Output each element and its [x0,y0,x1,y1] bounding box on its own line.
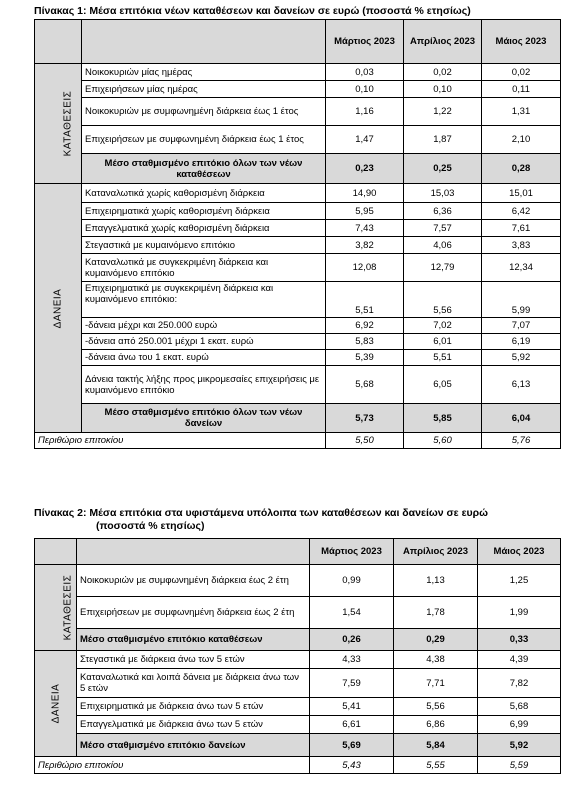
cell-value: 15,03 [404,184,482,203]
table-row [35,126,561,154]
cell-value: 5,92 [482,350,561,366]
table-row [35,716,561,734]
cell-value: 5,56 [404,282,482,318]
row-label: Νοικοκυριών με συμφωνημένη διάρκεια έως 2 έτη [77,565,310,597]
cell-value: 0,02 [404,64,482,81]
row-label: Επαγγελματικά χωρίς καθορισμένη διάρκεια [82,220,326,237]
cell-value: 7,61 [482,220,561,237]
table-row [35,366,561,404]
cell-value: 5,95 [326,203,404,220]
cell-value: 1,13 [394,565,478,597]
table-row [35,334,561,350]
row-label: Επιχειρηματικά χωρίς καθορισμένη διάρκεια [82,203,326,220]
row-label: Καταναλωτικά με συγκεκριμένη διάρκεια και κυμαινόμενο επιτόκιο [82,254,326,282]
deposits-average-row [35,154,561,184]
cell-value: 5,85 [404,404,482,433]
deposits-group-label: ΚΑΤΑΘΕΣΕΙΣ [35,64,82,184]
cell-value: 7,71 [394,669,478,698]
cell-value: 0,33 [478,629,561,651]
cell-value: 5,41 [310,698,394,716]
row-label: Επαγγελματικά με διάρκεια άνω των 5 ετών [77,716,310,734]
cell-value: 0,28 [482,154,561,184]
month-header: Μάιος 2023 [478,539,561,565]
table-row [35,203,561,220]
cell-value: 0,26 [310,629,394,651]
table-row [35,282,561,318]
margin-row [35,433,561,449]
cell-value: 5,99 [482,282,561,318]
loans-group-label: ΔΑΝΕΙΑ [35,651,77,757]
cell-value: 0,29 [394,629,478,651]
cell-value: 6,86 [394,716,478,734]
cell-value: 3,82 [326,237,404,254]
header-blank [35,20,82,64]
row-label: Περιθώριο επιτοκίου [35,433,326,449]
table-row [35,350,561,366]
cell-value: 3,83 [482,237,561,254]
cell-value: 0,10 [326,81,404,98]
cell-value: 5,69 [310,734,394,757]
cell-value: 5,92 [478,734,561,757]
cell-value: 0,25 [404,154,482,184]
cell-value: 12,34 [482,254,561,282]
cell-value: 5,60 [404,433,482,449]
table2-outstanding-rates [34,538,561,774]
cell-value: 4,33 [310,651,394,669]
table-row [35,318,561,334]
cell-value: 1,16 [326,98,404,126]
deposits-average-row [35,629,561,651]
month-header: Απρίλιος 2023 [394,539,478,565]
cell-value: 7,59 [310,669,394,698]
table1-caption: Πίνακας 1: Μέσα επιτόκια νέων καταθέσεων και δανείων σε ευρώ (ποσοστά % ετησίως) [34,5,471,17]
table2-caption [34,507,554,533]
table-row [35,669,561,698]
cell-value: 6,92 [326,318,404,334]
cell-value: 6,99 [478,716,561,734]
row-label: Μέσο σταθμισμένο επιτόκιο δανείων [77,734,310,757]
row-label: Μέσο σταθμισμένο επιτόκιο καταθέσεων [77,629,310,651]
cell-value: 7,43 [326,220,404,237]
row-label: Επιχειρηματικά με διάρκεια άνω των 5 ετών [77,698,310,716]
cell-value: 5,59 [478,757,561,774]
header-blank [35,539,77,565]
cell-value: 5,73 [326,404,404,433]
cell-value: 5,84 [394,734,478,757]
table1-header-row [35,20,561,64]
cell-value: 2,10 [482,126,561,154]
month-header: Απρίλιος 2023 [404,20,482,64]
cell-value: 7,07 [482,318,561,334]
cell-value: 0,11 [482,81,561,98]
row-label: Επιχειρήσεων μίας ημέρας [82,81,326,98]
cell-value: 5,43 [310,757,394,774]
cell-value: 6,19 [482,334,561,350]
cell-value: 1,31 [482,98,561,126]
cell-value: 6,61 [310,716,394,734]
cell-value: 6,05 [404,366,482,404]
cell-value: 5,55 [394,757,478,774]
month-header: Μάρτιος 2023 [326,20,404,64]
table1-new-rates [34,19,561,449]
row-label: Επιχειρήσεων με συμφωνημένη διάρκεια έως 1 έτος [82,126,326,154]
table-row [35,81,561,98]
cell-value: 5,51 [404,350,482,366]
cell-value: 1,99 [478,597,561,629]
cell-value: 12,08 [326,254,404,282]
cell-value: 0,23 [326,154,404,184]
cell-value: 5,68 [478,698,561,716]
loans-average-row [35,734,561,757]
table-row [35,64,561,81]
month-header: Μάρτιος 2023 [310,539,394,565]
cell-value: 5,68 [326,366,404,404]
row-label: Καταναλωτικά και λοιπά δάνεια με διάρκεια άνω των 5 ετών [77,669,310,698]
cell-value: 0,10 [404,81,482,98]
cell-value: 4,39 [478,651,561,669]
table-row [35,651,561,669]
cell-value: 1,25 [478,565,561,597]
row-label: Καταναλωτικά χωρίς καθορισμένη διάρκεια [82,184,326,203]
table-row [35,220,561,237]
cell-value: 6,04 [482,404,561,433]
cell-value: 7,57 [404,220,482,237]
row-label: -δάνεια άνω του 1 εκατ. ευρώ [82,350,326,366]
cell-value: 6,01 [404,334,482,350]
loans-group-label: ΔΑΝΕΙΑ [35,184,82,433]
row-label: -δάνεια μέχρι και 250.000 ευρώ [82,318,326,334]
cell-value: 4,06 [404,237,482,254]
cell-value: 7,82 [478,669,561,698]
cell-value: 15,01 [482,184,561,203]
row-label: Περιθώριο επιτοκίου [35,757,310,774]
table2-caption-line1: Πίνακας 2: Μέσα επιτόκια στα υφιστάμενα υπόλοιπα των καταθέσεων και δανείων σε ευρώ [34,507,489,519]
table-row [35,565,561,597]
cell-value: 1,78 [394,597,478,629]
row-label: Νοικοκυριών μίας ημέρας [82,64,326,81]
cell-value: 1,22 [404,98,482,126]
header-blank [77,539,310,565]
deposits-group-label: ΚΑΤΑΘΕΣΕΙΣ [35,565,77,651]
cell-value: 14,90 [326,184,404,203]
row-label: -δάνεια από 250.001 μέχρι 1 εκατ. ευρώ [82,334,326,350]
cell-value: 5,76 [482,433,561,449]
row-label: Επιχειρηματικά με συγκεκριμένη διάρκεια και κυμαινόμενο επιτόκιο: [82,282,326,318]
table-row [35,254,561,282]
cell-value: 1,54 [310,597,394,629]
row-label: Στεγαστικά με διάρκεια άνω των 5 ετών [77,651,310,669]
cell-value: 6,42 [482,203,561,220]
row-label: Δάνεια τακτής λήξης προς μικρομεσαίες επιχειρήσεις με κυμαινόμενο επιτόκιο [82,366,326,404]
cell-value: 4,38 [394,651,478,669]
row-label: Μέσο σταθμισμένο επιτόκιο όλων των νέων δανείων [82,404,326,433]
cell-value: 0,99 [310,565,394,597]
row-label: Μέσο σταθμισμένο επιτόκιο όλων των νέων καταθέσεων [82,154,326,184]
cell-value: 7,02 [404,318,482,334]
table-row [35,698,561,716]
cell-value: 5,56 [394,698,478,716]
table-row [35,98,561,126]
margin-row [35,757,561,774]
row-label: Νοικοκυριών με συμφωνημένη διάρκεια έως 1 έτος [82,98,326,126]
cell-value: 1,47 [326,126,404,154]
row-label: Επιχειρήσεων με συμφωνημένη διάρκεια έως 2 έτη [77,597,310,629]
table-row [35,597,561,629]
header-blank [82,20,326,64]
table-row [35,237,561,254]
cell-value: 6,13 [482,366,561,404]
table2-caption-line2: (ποσοστά % ετησίως) [96,520,205,532]
cell-value: 0,02 [482,64,561,81]
month-header: Μάιος 2023 [482,20,561,64]
table2-header-row [35,539,561,565]
cell-value: 5,51 [326,282,404,318]
row-label: Στεγαστικά με κυμαινόμενο επιτόκιο [82,237,326,254]
cell-value: 5,50 [326,433,404,449]
cell-value: 1,87 [404,126,482,154]
table-row [35,184,561,203]
cell-value: 12,79 [404,254,482,282]
cell-value: 0,03 [326,64,404,81]
cell-value: 6,36 [404,203,482,220]
cell-value: 5,83 [326,334,404,350]
loans-average-row [35,404,561,433]
cell-value: 5,39 [326,350,404,366]
